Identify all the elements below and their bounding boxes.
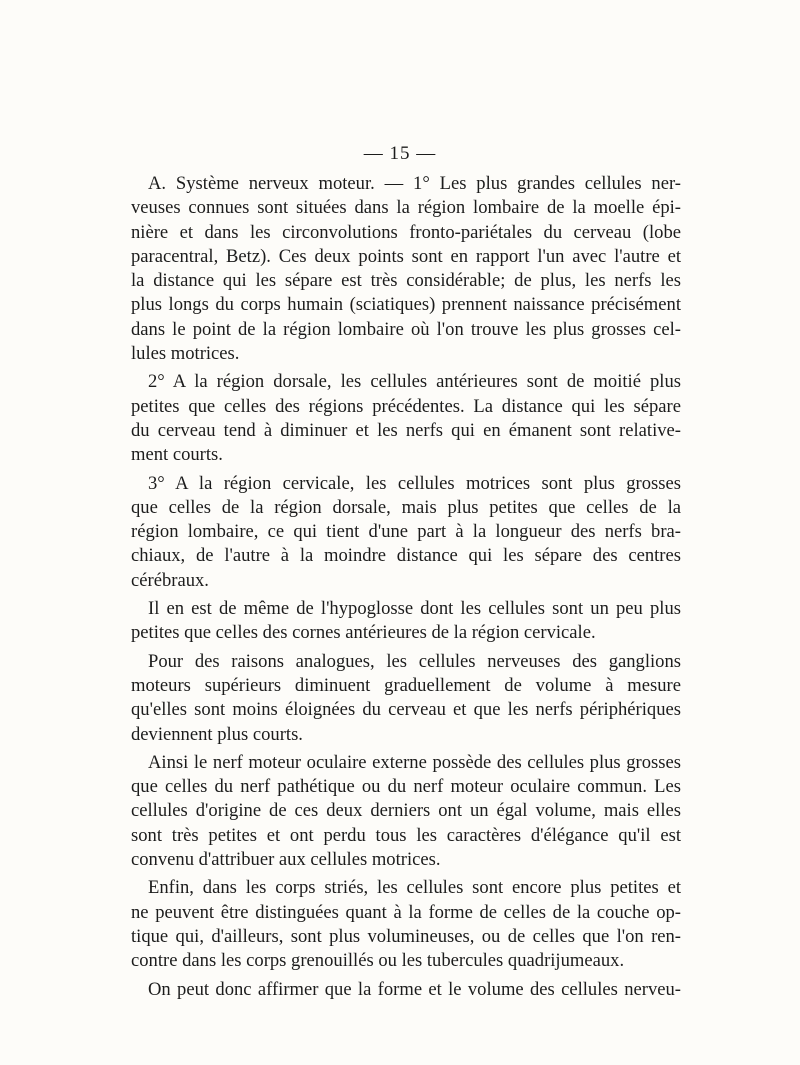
text-line: région lombaire, ce qui tient d'une part à la longueur des nerfs bra-	[131, 521, 681, 543]
text-line: 3° A la région cervicale, les cellules motrices sont plus grosses	[148, 472, 681, 494]
paragraph	[131, 978, 681, 1002]
text-line: paracentral, Betz). Ces deux points sont en rapport l'un avec l'autre et	[131, 245, 681, 267]
paragraph	[131, 650, 681, 747]
text-line: tique qui, d'ailleurs, sont plus volumineuses, ou de celles que l'on ren-	[131, 925, 681, 947]
text-line: deviennent plus courts.	[131, 723, 303, 745]
text-line: nière et dans les circonvolutions fronto-pariétales du cerveau (lobe	[131, 221, 681, 243]
paragraph	[131, 172, 681, 366]
text-body	[131, 172, 681, 1002]
text-line: dans le point de la région lombaire où l'on trouve les plus grosses cel-	[131, 318, 681, 340]
text-line: la distance qui les sépare est très considérable; de plus, les nerfs les	[131, 270, 681, 292]
text-line: ne peuvent être distinguées quant à la forme de celles de la couche op-	[131, 901, 681, 923]
paragraph	[131, 876, 681, 973]
paragraph	[131, 751, 681, 872]
text-line: A. Système nerveux moteur. — 1° Les plus grandes cellules ner-	[148, 173, 681, 194]
text-line: ment courts.	[131, 444, 223, 466]
text-line: chiaux, de l'autre à la moindre distance qui les sépare des centres	[131, 545, 681, 567]
text-line: lules motrices.	[131, 343, 240, 365]
text-line: veuses connues sont situées dans la région lombaire de la moelle épi-	[131, 197, 681, 219]
text-line: plus longs du corps humain (sciatiques) prennent naissance précisément	[131, 294, 681, 316]
text-line: cellules d'origine de ces deux derniers ont un égal volume, mais elles	[131, 800, 681, 822]
paragraph	[131, 597, 681, 646]
text-line: 2° A la région dorsale, les cellules antérieures sont de moitié plus	[148, 371, 681, 393]
text-line: On peut donc affirmer que la forme et le volume des cellules nerveu-	[148, 978, 681, 1000]
text-line: moteurs supérieurs diminuent graduellement de volume à mesure	[131, 674, 681, 696]
paragraph	[131, 370, 681, 467]
text-line: Ainsi le nerf moteur oculaire externe possède des cellules plus grosses	[148, 751, 681, 773]
text-line: du cerveau tend à diminuer et les nerfs qui en émanent sont relative-	[131, 419, 681, 441]
text-line: Il en est de même de l'hypoglosse dont les cellules sont un peu plus	[148, 598, 681, 620]
text-line: contre dans les corps grenouillés ou les tubercules quadrijumeaux.	[131, 950, 625, 972]
text-line: que celles de la région dorsale, mais plus petites que celles de la	[131, 496, 681, 518]
text-line: Pour des raisons analogues, les cellules nerveuses des ganglions	[148, 650, 681, 672]
paragraph	[131, 472, 681, 593]
text-line: que celles du nerf pathétique ou du nerf moteur oculaire commun. Les	[131, 776, 681, 798]
text-line: cérébraux.	[131, 569, 209, 591]
text-line: convenu d'attribuer aux cellules motrices.	[131, 849, 441, 871]
text-line: petites que celles des régions précédentes. La distance qui les sépare	[131, 395, 681, 417]
text-line: petites que celles des cornes antérieures de la région cervicale.	[131, 622, 596, 644]
text-line: sont très petites et ont perdu tous les caractères d'élégance qu'il est	[131, 824, 681, 846]
page-number: — 15 —	[363, 143, 437, 164]
text-line: qu'elles sont moins éloignées du cerveau et que les nerfs périphériques	[131, 699, 681, 721]
text-line: Enfin, dans les corps striés, les cellules sont encore plus petites et	[148, 877, 681, 899]
